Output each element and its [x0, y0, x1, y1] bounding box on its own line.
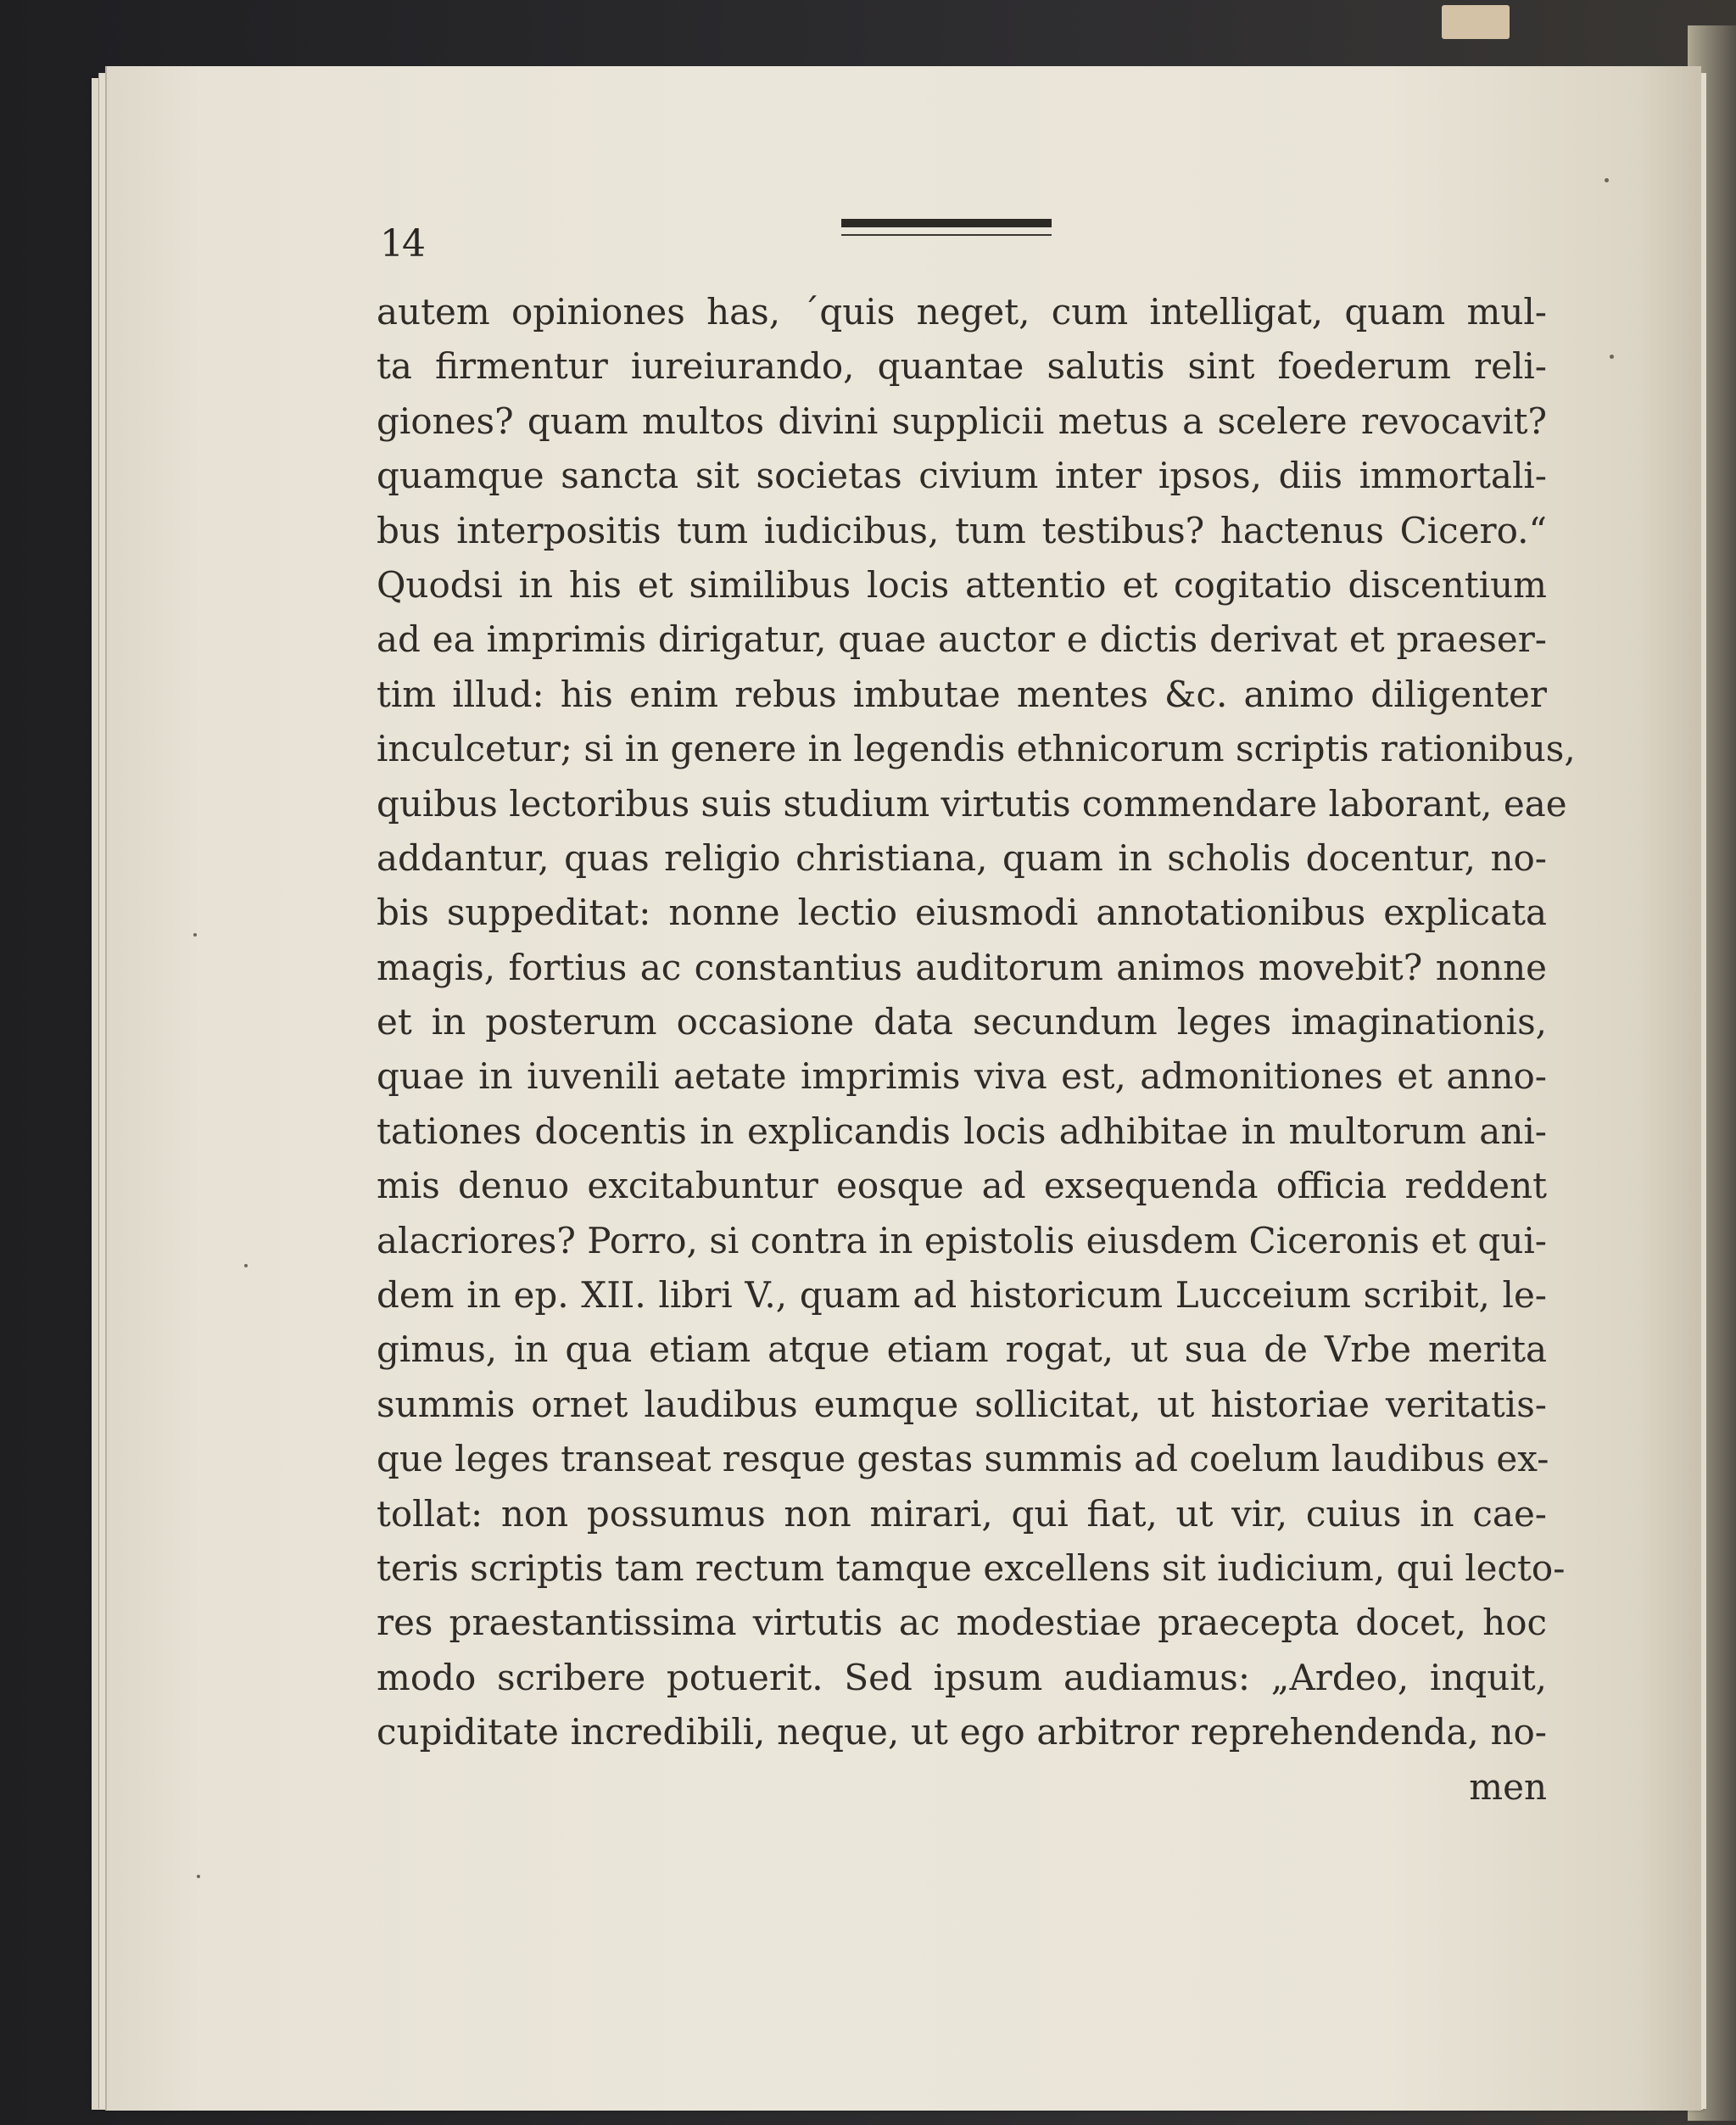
text-line: inculcetur; si in genere in legendis ethnicorum scriptis rationibus,: [377, 728, 1576, 770]
text-line: quibus lectoribus suis studium virtutis commendare laborant, eae: [377, 782, 1567, 825]
text-line: dem in ep. XII. libri V., quam ad historicum Lucceium scribit, le-: [377, 1274, 1547, 1317]
text-line: ad ea imprimis dirigatur, quae auctor e dictis derivat et praeser-: [377, 618, 1547, 661]
paper-speck: [197, 1875, 200, 1878]
text-line: tollat: non possumus non mirari, qui fiat, ut vir, cuius in cae-: [377, 1492, 1547, 1535]
text-line: tationes docentis in explicandis locis adhibitae in multorum ani-: [377, 1110, 1547, 1152]
text-line: addantur, quas religio christiana, quam in scholis docentur, no-: [377, 836, 1547, 879]
text-line: que leges transeat resque gestas summis ad coelum laudibus ex-: [377, 1438, 1549, 1480]
text-line: quamque sancta sit societas civium inter ipsos, diis immortali-: [377, 455, 1547, 497]
text-line: magis, fortius ac constantius auditorum animos movebit? nonne: [377, 946, 1547, 988]
text-line: autem opiniones has, ´quis neget, cum intelligat, quam mul-: [377, 291, 1547, 333]
page-number: 14: [380, 222, 424, 266]
catchword: men: [1469, 1765, 1547, 1808]
text-line: alacriores? Porro, si contra in epistolis eiusdem Ciceronis et qui-: [377, 1219, 1547, 1261]
text-line: quae in iuvenili aetate imprimis viva est, admonitiones et anno-: [377, 1055, 1547, 1098]
text-line: tim illud: his enim rebus imbutae mentes &c. animo diligenter: [377, 673, 1547, 715]
text-line: et in posterum occasione data secundum leges imaginationis,: [377, 1001, 1547, 1043]
text-line: bis suppeditat: nonne lectio eiusmodi annotationibus explicata: [377, 892, 1547, 934]
body-text: [377, 285, 1576, 1815]
paper-speck: [193, 933, 197, 937]
text-line: res praestantissima virtutis ac modestiae praecepta docet, hoc: [377, 1602, 1547, 1644]
paper-speck: [244, 1264, 248, 1267]
text-line: Quodsi in his et similibus locis attentio et cogitatio discentium: [377, 563, 1547, 606]
text-line: gimus, in qua etiam atque etiam rogat, ut sua de Vrbe merita: [377, 1328, 1547, 1371]
text-line: modo scribere potuerit. Sed ipsum audiamus: „Ardeo, inquit,: [377, 1656, 1547, 1698]
text-line: ta firmentur iureiurando, quantae salutis sint foederum reli-: [377, 345, 1547, 388]
text-line: teris scriptis tam rectum tamque excellens sit iudicium, qui lecto-: [377, 1546, 1566, 1589]
page-tab: [1442, 5, 1510, 39]
text-line: cupiditate incredibili, neque, ut ego arbitror reprehendenda, no-: [377, 1711, 1547, 1753]
header-rule: [841, 219, 1052, 227]
paper-speck: [1605, 178, 1609, 182]
text-line: summis ornet laudibus eumque sollicitat, ut historiae veritatis-: [377, 1383, 1547, 1425]
text-line: bus interpositis tum iudicibus, tum testibus? hactenus Cicero.“: [377, 509, 1547, 551]
text-line: mis denuo excitabuntur eosque ad exsequenda officia reddent: [377, 1165, 1547, 1207]
text-line: giones? quam multos divini supplicii metus a scelere revocavit?: [377, 400, 1547, 442]
paper-speck: [1610, 355, 1614, 359]
